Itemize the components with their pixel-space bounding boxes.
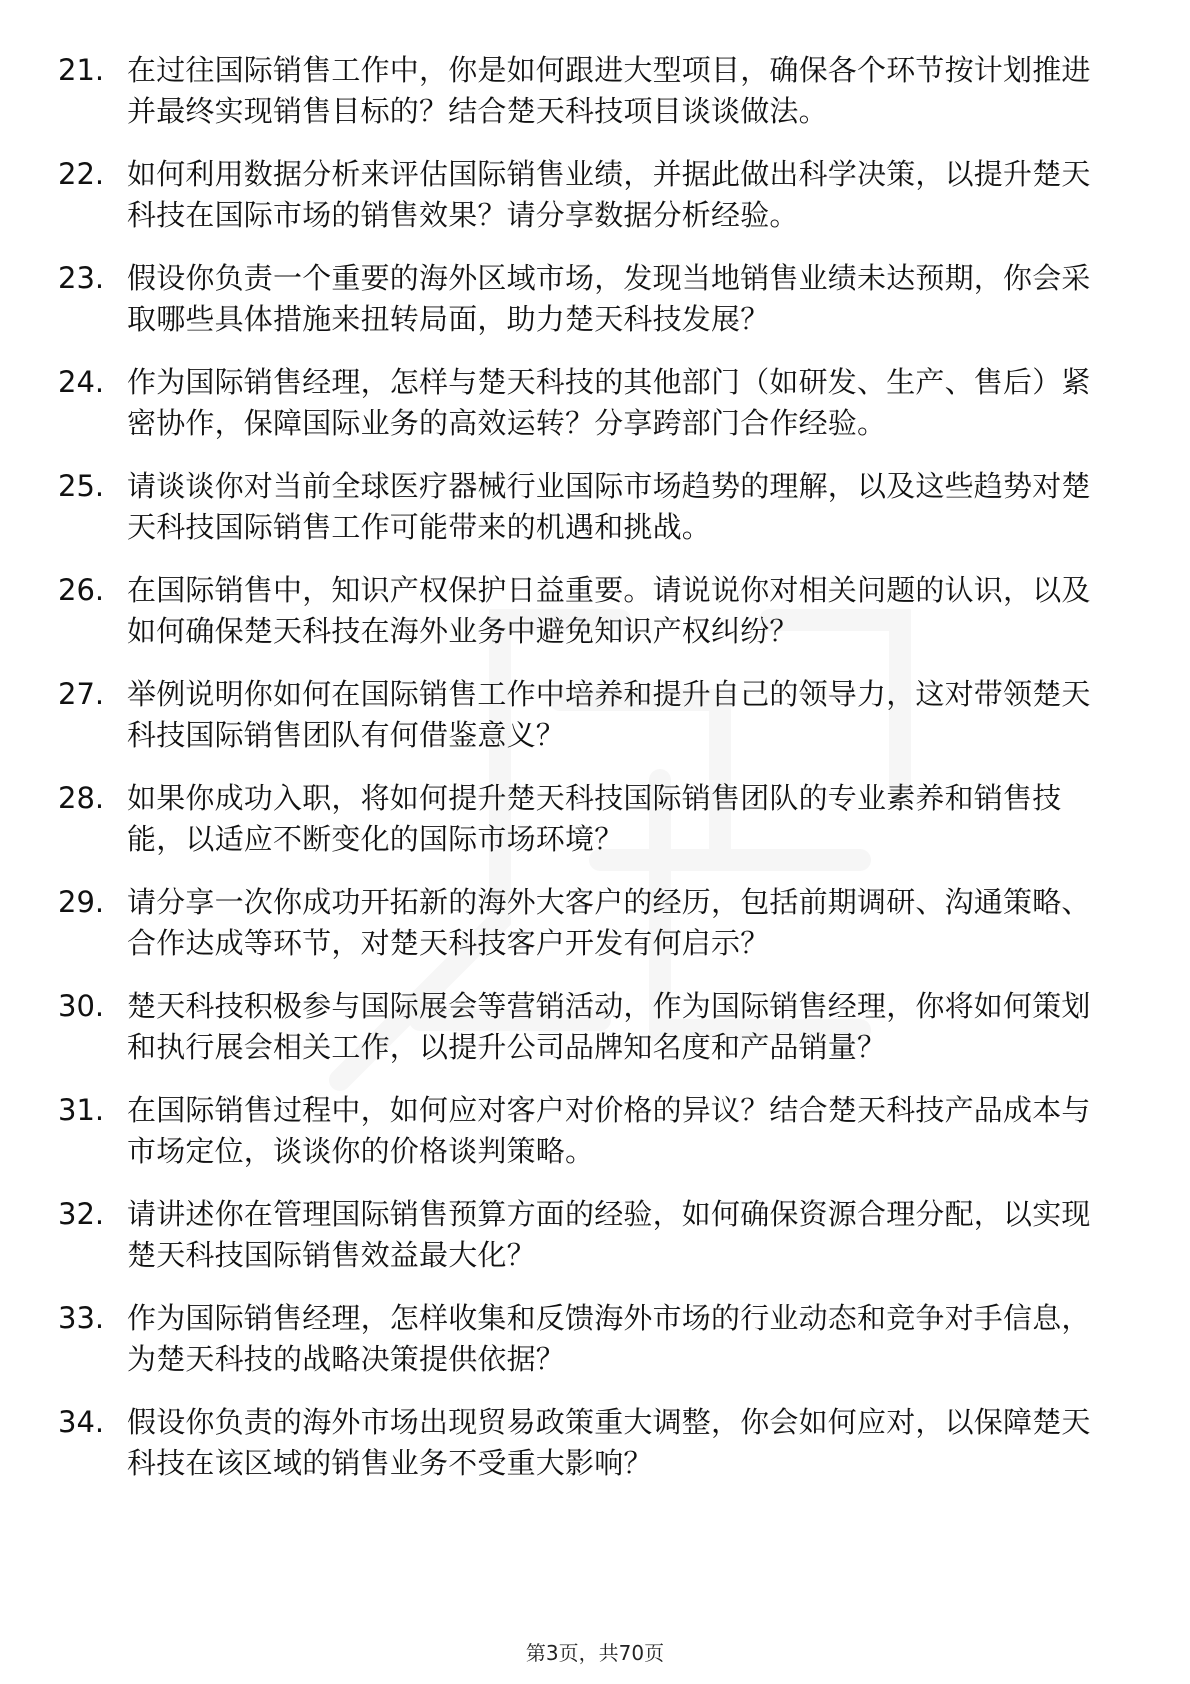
- question-item: [0, 154, 1190, 236]
- question-item: [0, 362, 1190, 444]
- question-item: [0, 1194, 1190, 1276]
- question-text: 请讲述你在管理国际销售预算方面的经验，如何确保资源合理分配，以实现楚天科技国际销售效益最大化？: [127, 1197, 1091, 1272]
- page-number-label: 第3页，共70页: [525, 1641, 665, 1665]
- question-item: [0, 258, 1190, 340]
- question-item: [0, 674, 1190, 756]
- question-number: 30.: [58, 989, 105, 1023]
- question-number: 33.: [58, 1301, 105, 1335]
- question-number: 25.: [58, 469, 105, 503]
- question-text: 请分享一次你成功开拓新的海外大客户的经历，包括前期调研、沟通策略、合作达成等环节，对楚天科技客户开发有何启示？: [127, 885, 1091, 960]
- question-item: [0, 882, 1190, 964]
- question-text: 如何利用数据分析来评估国际销售业绩，并据此做出科学决策，以提升楚天科技在国际市场的销售效果？请分享数据分析经验。: [127, 157, 1091, 232]
- question-text: 作为国际销售经理，怎样与楚天科技的其他部门（如研发、生产、售后）紧密协作，保障国际业务的高效运转？分享跨部门合作经验。: [127, 365, 1091, 440]
- question-number: 34.: [58, 1405, 105, 1439]
- question-text: 如果你成功入职，将如何提升楚天科技国际销售团队的专业素养和销售技能，以适应不断变化的国际市场环境？: [127, 781, 1062, 856]
- question-text: 作为国际销售经理，怎样收集和反馈海外市场的行业动态和竞争对手信息，为楚天科技的战略决策提供依据？: [127, 1301, 1091, 1376]
- question-text: 楚天科技积极参与国际展会等营销活动，作为国际销售经理，你将如何策划和执行展会相关工作，以提升公司品牌知名度和产品销量？: [127, 989, 1091, 1064]
- question-list: [0, 50, 1190, 1506]
- question-item: [0, 570, 1190, 652]
- question-text: 假设你负责的海外市场出现贸易政策重大调整，你会如何应对，以保障楚天科技在该区域的销售业务不受重大影响？: [127, 1405, 1091, 1480]
- question-number: 28.: [58, 781, 105, 815]
- question-item: [0, 1402, 1190, 1484]
- question-text: 假设你负责一个重要的海外区域市场，发现当地销售业绩未达预期，你会采取哪些具体措施来扭转局面，助力楚天科技发展？: [127, 261, 1091, 336]
- question-number: 32.: [58, 1197, 105, 1231]
- question-text: 举例说明你如何在国际销售工作中培养和提升自己的领导力，这对带领楚天科技国际销售团队有何借鉴意义？: [127, 677, 1091, 752]
- question-item: [0, 50, 1190, 132]
- question-number: 23.: [58, 261, 105, 295]
- question-text: 在国际销售中，知识产权保护日益重要。请说说你对相关问题的认识，以及如何确保楚天科技在海外业务中避免知识产权纠纷？: [127, 573, 1091, 648]
- question-item: [0, 986, 1190, 1068]
- question-number: 26.: [58, 573, 105, 607]
- question-text: 在过往国际销售工作中，你是如何跟进大型项目，确保各个环节按计划推进并最终实现销售目标的？结合楚天科技项目谈谈做法。: [127, 53, 1091, 128]
- question-number: 27.: [58, 677, 105, 711]
- question-number: 31.: [58, 1093, 105, 1127]
- question-item: [0, 1090, 1190, 1172]
- question-number: 29.: [58, 885, 105, 919]
- question-text: 在国际销售过程中，如何应对客户对价格的异议？结合楚天科技产品成本与市场定位，谈谈你的价格谈判策略。: [127, 1093, 1091, 1168]
- question-text: 请谈谈你对当前全球医疗器械行业国际市场趋势的理解，以及这些趋势对楚天科技国际销售工作可能带来的机遇和挑战。: [127, 469, 1091, 544]
- question-item: [0, 1298, 1190, 1380]
- question-item: [0, 778, 1190, 860]
- question-number: 22.: [58, 157, 105, 191]
- question-item: [0, 466, 1190, 548]
- page-footer: [0, 1640, 1190, 1666]
- question-number: 24.: [58, 365, 105, 399]
- question-number: 21.: [58, 53, 105, 87]
